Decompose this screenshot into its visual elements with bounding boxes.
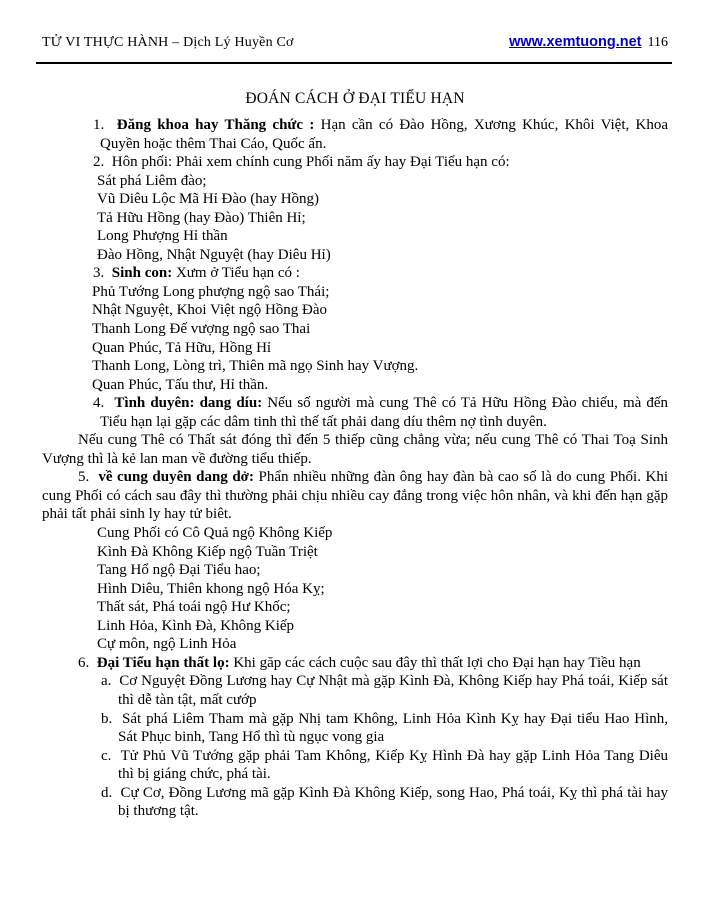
item-label: Sinh con: [111, 265, 176, 282]
item-number: 4. [93, 395, 115, 412]
item-label: Tình duyên: dang díu: [114, 395, 268, 412]
lettered-item: b. Sát phá Liêm Tham mà gặp Nhị tam Không, Linh Hỏa Kình Kỵ hay Đại tiểu Hao Hình, Sát Phục binh, Tang Hổ thì tù ngục vong gia [101, 710, 669, 746]
book-title: TỬ VI THỰC HÀNH – Dịch Lý Huyền Cơ [42, 35, 294, 50]
lettered-item: a. Cơ Nguyệt Đồng Lương hay Cự Nhật mà gặp Kình Đà, Không Kiếp hay Phá toái, Kiếp sát thì dễ tàn tật, mất cướp [101, 673, 668, 708]
page-header [42, 34, 668, 51]
item-label: Đại Tiểu hạn thất lọ: [96, 654, 234, 671]
sub-line: Hình Diêu, Thiên khong ngộ Hóa Kỵ; [97, 580, 325, 597]
sub-line: Sát phá Liêm đào; [97, 172, 207, 189]
sub-line: Vũ Diêu Lộc Mã Hỉ Đào (hay Hồng) [97, 191, 320, 208]
flush-line: Phủ Tướng Long phượng ngộ sao Thái; [92, 283, 330, 300]
item-label: về cung duyên dang dở: [98, 469, 259, 486]
page-number: 116 [647, 35, 668, 50]
paragraph: 5. về cung duyên dang dở: Phẩn nhiều những đàn ông hay đàn bà cao số là do cung Phối. Khi cung Phối có cách sau đây thì thường phải chịu nhiều cay đắng trong việc hôn nhân, và khi đến hạn gặp phải tất phải sinh ly hay tử biêt. [42, 469, 669, 523]
header-rule [36, 62, 672, 64]
sub-line: Kình Đà Không Kiếp ngộ Tuần Triệt [97, 543, 318, 560]
flush-line: Thanh Long Đế vượng ngộ sao Thai [92, 321, 311, 338]
website-link[interactable]: www.xemtuong.net [509, 34, 642, 50]
paragraph: Nếu cung Thê có Thất sát đóng thì đến 5 thiếp cũng chẳng vừa; nếu cung Thê có Thai Toạ Sinh Vượng thì là kẻ lan man về đường tiểu thiếp. [42, 432, 668, 467]
document-body [42, 116, 668, 821]
header-right [509, 34, 668, 51]
flush-line: Quan Phúc, Tấu thư, Hỉ thần. [92, 376, 269, 393]
list-item: 4. Tình duyên: dang díu: Nếu số người mà cung Thê có Tả Hữu Hồng Đào chiếu, mà đến Tiểu hạn lại gặp các dâm tinh thì thế tất phải dang díu thêm nợ tình duyên. [93, 395, 668, 430]
sub-line: Linh Hỏa, Kình Đà, Không Kiếp [97, 617, 295, 634]
sub-line: Tả Hữu Hồng (hay Đào) Thiên Hỉ; [97, 209, 306, 226]
list-item: 1. Đăng khoa hay Thăng chức : Hạn cần có Đào Hồng, Xương Khúc, Khôi Việt, Khoa Quyền hoặc thêm Thai Cáo, Quốc ấn. [93, 117, 668, 152]
item-number: 6. [78, 654, 97, 671]
item-label: Đăng khoa hay Thăng chức : [116, 117, 321, 133]
sub-line: Cự môn, ngộ Linh Hỏa [97, 636, 237, 653]
item-number: d. [101, 784, 121, 801]
paragraph: 6. Đại Tiểu hạn thất lọ: Khi găp các cách cuộc sau đây thì thất lợi cho Đại hạn hay Tiều hạn [78, 654, 641, 671]
section-title: ĐOÁN CÁCH Ở ĐẠI TIỂU HẠN [245, 90, 465, 107]
list-item: 3. Sinh con: Xưm ở Tiểu hạn có : [93, 265, 300, 282]
list-item: 2. Hôn phối: Phải xem chính cung Phối năm ấy hay Đại Tiểu hạn có: [93, 154, 510, 171]
sub-line: Cung Phối có Cô Quả ngộ Không Kiếp [97, 525, 333, 542]
sub-line: Thất sát, Phá toái ngộ Hư Khốc; [97, 599, 291, 616]
item-number: 2. [93, 154, 112, 171]
item-number: 5. [78, 469, 99, 486]
item-number: c. [101, 747, 121, 764]
flush-line: Thanh Long, Lòng trì, Thiên mã ngọ Sinh hay Vượng. [92, 358, 419, 375]
item-number: b. [101, 710, 123, 727]
lettered-item: c. Tử Phủ Vũ Tướng gặp phải Tam Không, Kiếp Kỵ Hình Đà hay gặp Linh Hỏa Tang Diêu thì bị giáng chức, phá tài. [101, 747, 668, 783]
item-number: 1. [93, 117, 117, 133]
flush-line: Quan Phúc, Tả Hữu, Hồng Hỉ [92, 339, 272, 356]
sub-line: Long Phượng Hỉ thần [97, 228, 228, 245]
item-number: a. [101, 673, 120, 690]
lettered-item: d. Cự Cơ, Đồng Lương mã gặp Kình Đà Không Kiếp, song Hao, Phá toái, Kỵ thì phá tài hay bị thương tật. [101, 784, 669, 820]
sub-line: Tang Hổ ngộ Đại Tiểu hao; [97, 562, 261, 579]
item-number: 3. [93, 265, 112, 282]
sub-line: Đào Hồng, Nhật Nguyệt (hay Diêu Hỉ) [97, 246, 331, 263]
flush-line: Nhật Nguyệt, Khoi Việt ngộ Hồng Đào [92, 302, 328, 319]
